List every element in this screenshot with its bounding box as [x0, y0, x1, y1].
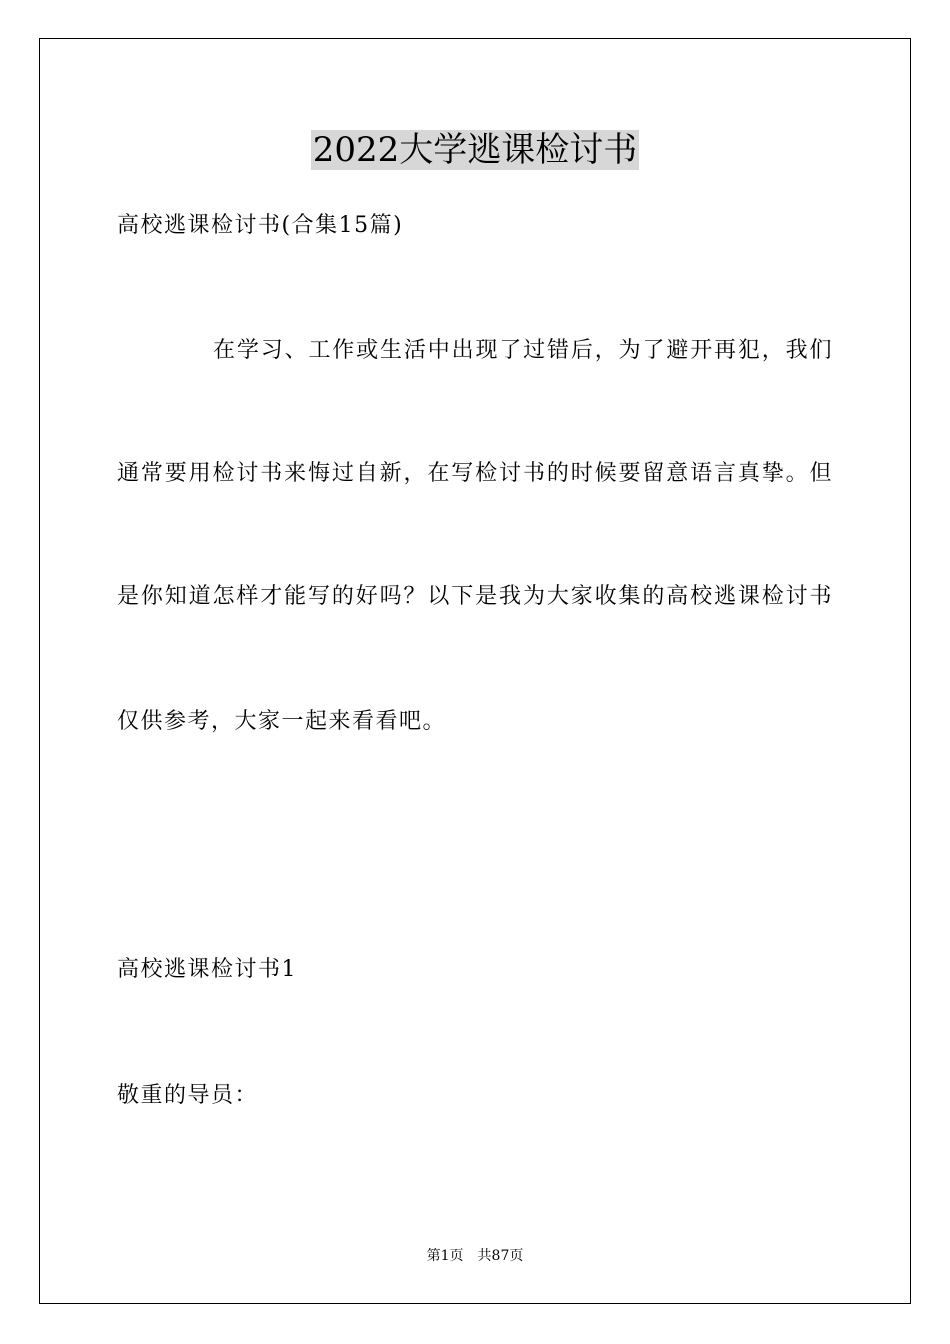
- intro-line-1: 在学习、工作或生活中出现了过错后，为了避开再犯，我们: [213, 338, 833, 363]
- intro-line-2: 通常要用检讨书来悔过自新，在写检讨书的时候要留意语言真挚。但: [117, 461, 833, 486]
- document-title-text: 2022大学逃课检讨书: [312, 130, 638, 170]
- salutation: 敬重的导员：: [117, 1083, 259, 1108]
- intro-line-3: 是你知道怎样才能写的好吗？以下是我为大家收集的高校逃课检讨书: [117, 584, 833, 609]
- document-title: [0, 128, 950, 172]
- page-number-footer: 第1页 共87页: [426, 1248, 524, 1264]
- document-subtitle: 高校逃课检讨书(合集15篇): [117, 213, 404, 238]
- section-heading: 高校逃课检讨书1: [117, 957, 297, 982]
- intro-line-4: 仅供参考，大家一起来看看吧。: [117, 709, 447, 734]
